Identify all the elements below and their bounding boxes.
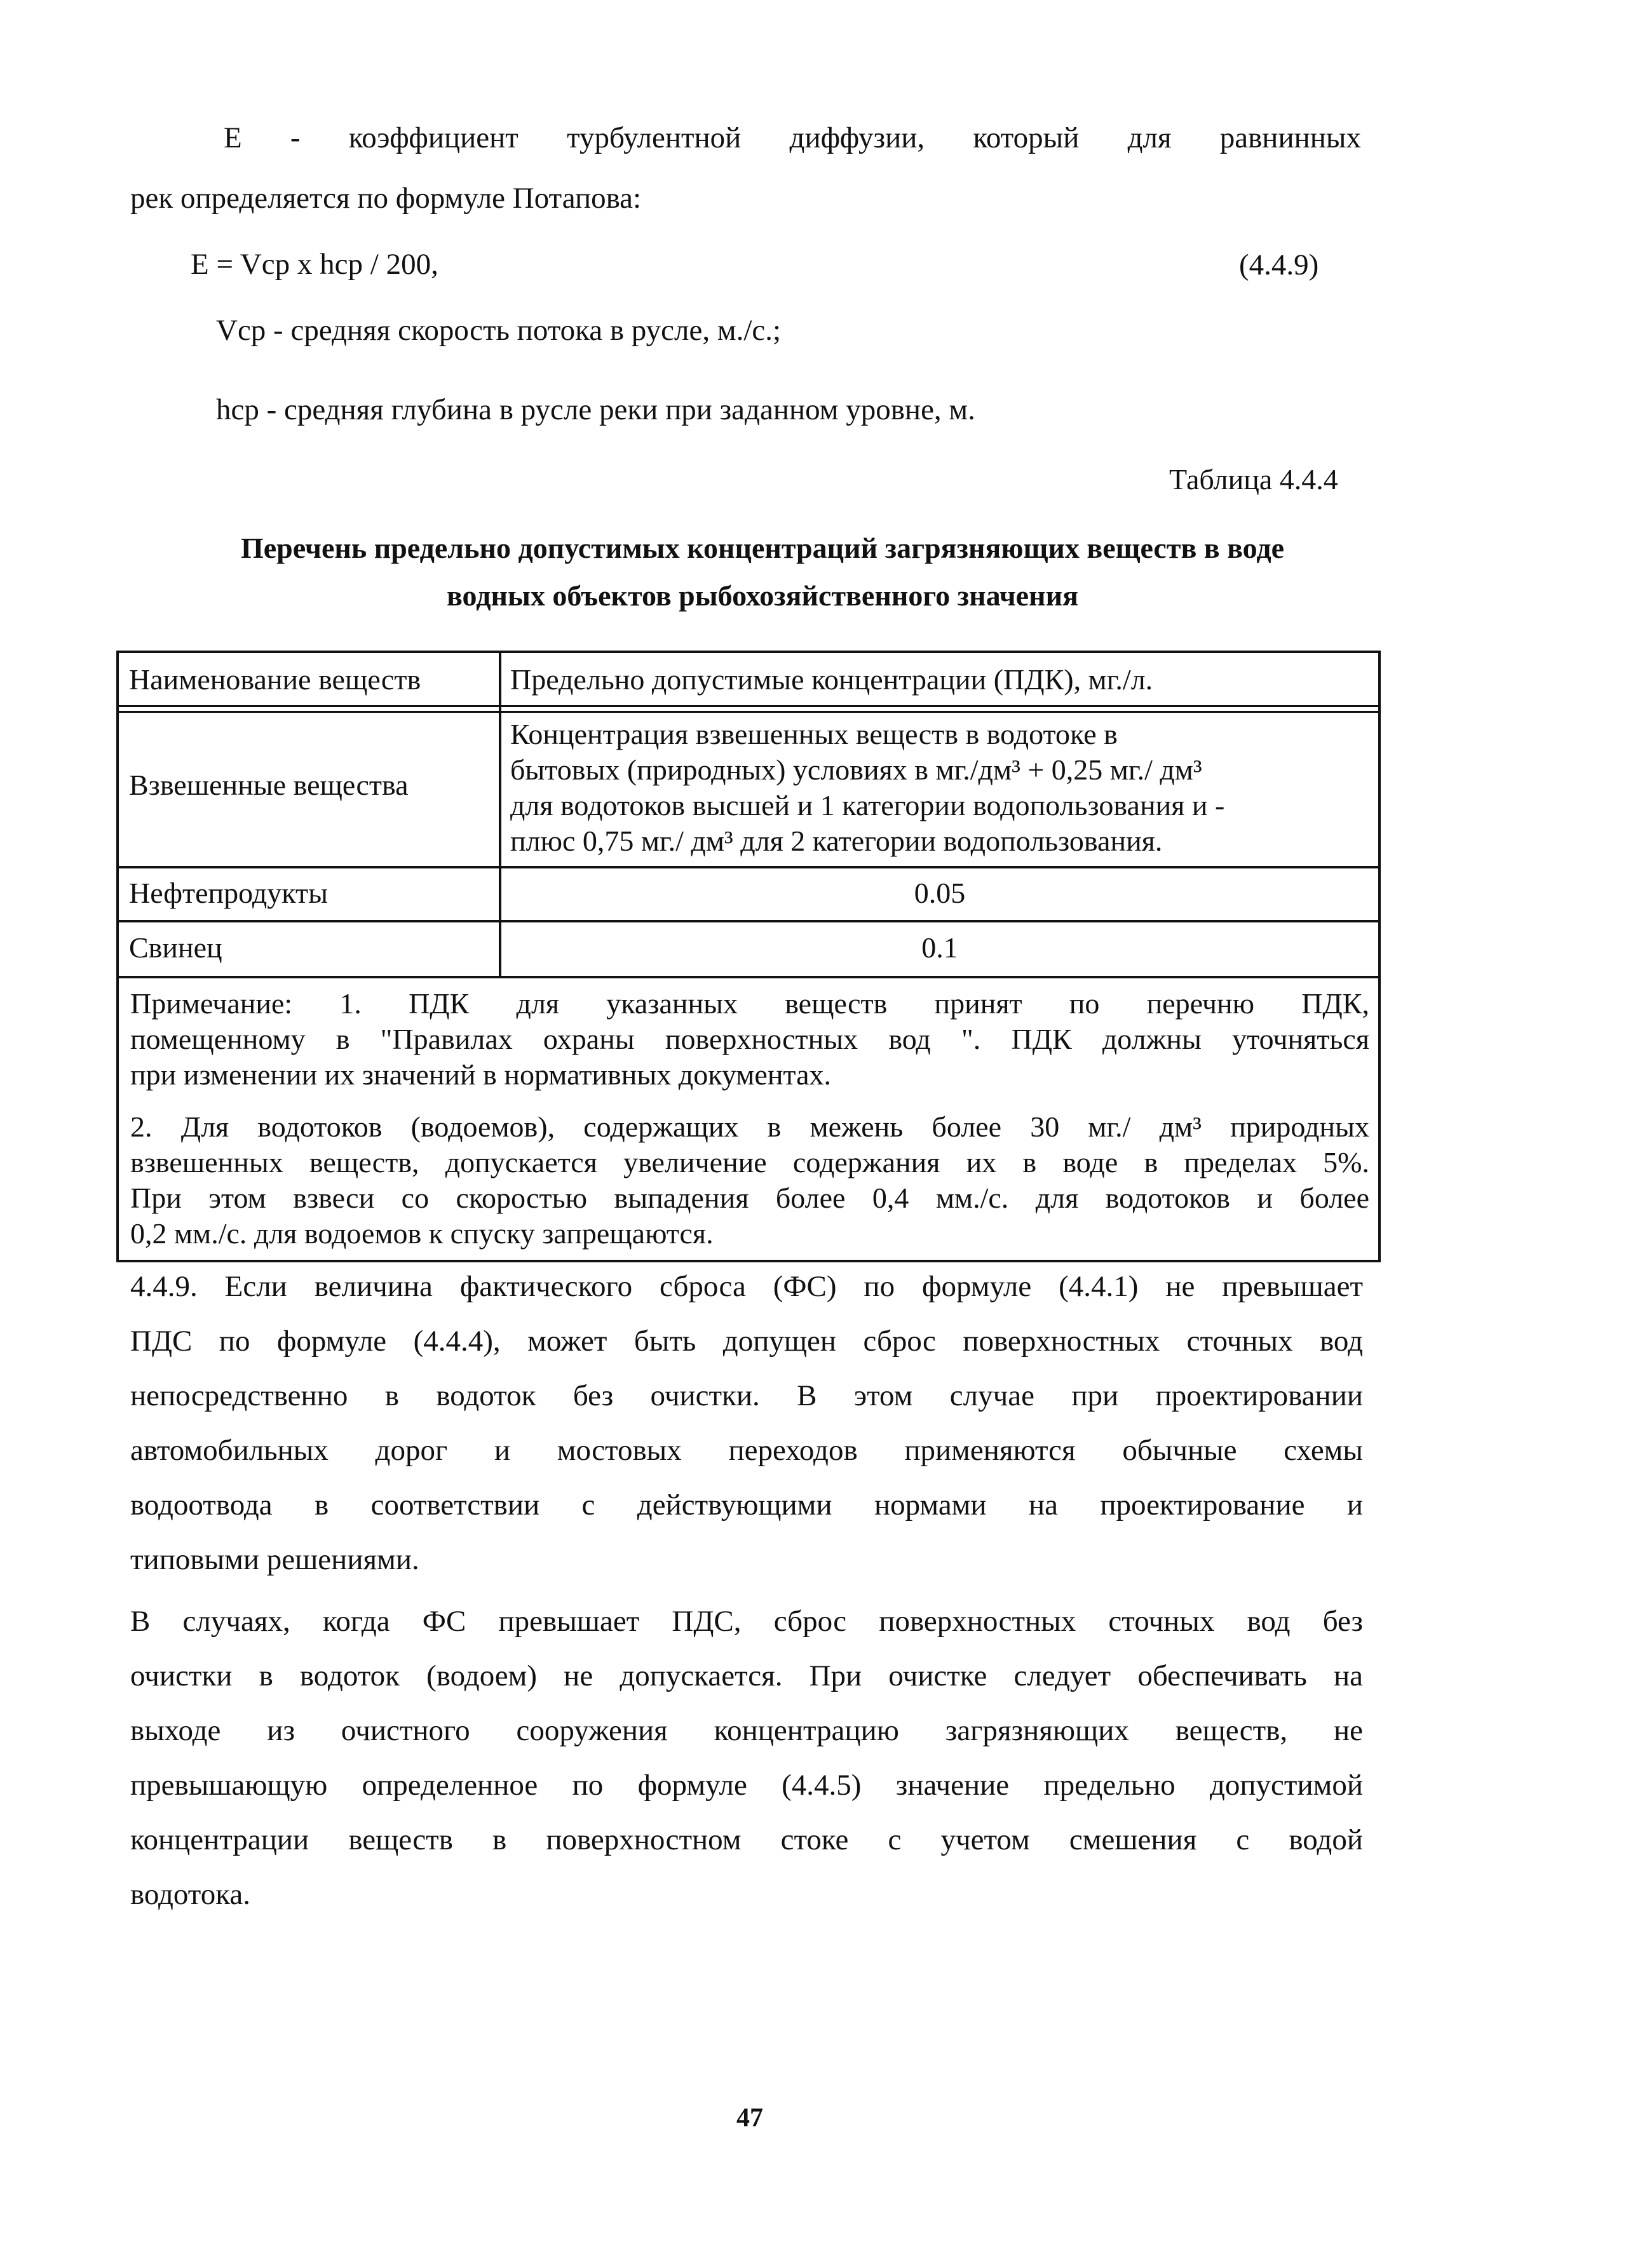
paragraph-line: водотока. (130, 1878, 250, 1911)
table-note-1 (130, 986, 1369, 1093)
formula-number: (4.4.9) (1239, 248, 1319, 281)
paragraph-line: В случаях, когда ФС превышает ПДС, сброс поверхностных сточных вод без (130, 1605, 1363, 1638)
formula: E = Vcp x hcp / 200, (191, 248, 438, 281)
pdk-table (116, 651, 1381, 1262)
paragraph-line: концентрации веществ в поверхностном стоке с учетом смешения с водой (130, 1823, 1363, 1856)
paragraph-line: ПДС по формуле (4.4.4), может быть допущен сброс поверхностных сточных вод (130, 1325, 1363, 1358)
note-line: При этом взвеси со скоростью выпадения более 0,4 мм./с. для водотоков и более (130, 1182, 1369, 1214)
note-line: 0,2 мм./с. для водоемов к спуску запрещаются. (130, 1217, 714, 1250)
paragraph-4-4-9 (130, 1259, 1363, 1587)
row-lead-value: 0.1 (921, 931, 958, 964)
paragraph-line: превышающую определенное по формуле (4.4.5) значение предельно допустимой (130, 1769, 1363, 1802)
paragraph-line: непосредственно в водоток без очистки. В этом случае при проектировании (130, 1379, 1363, 1412)
note-line: 2. Для водотоков (водоемов), содержащих в межень более 30 мг./ дм³ природных (130, 1110, 1369, 1143)
note-line: при изменении их значений в нормативных документах. (130, 1058, 832, 1091)
note-line: помещенному в "Правилах охраны поверхностных вод ". ПДК должны уточняться (130, 1023, 1369, 1055)
table-caption: Таблица 4.4.4 (1169, 463, 1338, 496)
table-note-2 (130, 1109, 1369, 1252)
paragraph-line: типовыми решениями. (130, 1543, 419, 1576)
table-heading-line-1: Перечень предельно допустимых концентраций загрязняющих веществ в воде (240, 532, 1285, 564)
suspended-value-line: плюс 0,75 мг./ дм³ для 2 категории водопользования. (510, 825, 1163, 857)
header-pdk: Предельно допустимые концентрации (ПДК), мг./л. (510, 663, 1153, 696)
note-line: Примечание: 1. ПДК для указанных веществ принят по перечню ПДК, (130, 987, 1369, 1020)
paragraph-line: 4.4.9. Если величина фактического сброса (ФС) по формуле (4.4.1) не превышает (130, 1270, 1363, 1303)
suspended-value-line: для водотоков высшей и 1 категории водопользования и - (510, 789, 1225, 821)
definition-depth: hcp - средняя глубина в русле реки при заданном уровне, м. (216, 393, 975, 426)
paragraph-line: очистки в водоток (водоем) не допускается. При очистке следует обеспечивать на (130, 1659, 1363, 1692)
note-line: взвешенных веществ, допускается увеличение содержания их в воде в пределах 5%. (130, 1146, 1369, 1178)
definition-velocity: Vcp - средняя скорость потока в русле, м./с.; (216, 314, 782, 347)
paragraph-line: автомобильных дорог и мостовых переходов применяются обычные схемы (130, 1434, 1363, 1467)
row-suspended-name: Взвешенные вещества (129, 769, 409, 801)
header-substance: Наименование веществ (129, 663, 421, 696)
row-oil-name: Нефтепродукты (129, 877, 328, 909)
table-heading (159, 524, 1366, 619)
row-lead-name: Свинец (129, 931, 222, 964)
row-suspended-value (510, 717, 1368, 859)
page-number: 47 (736, 2103, 763, 2133)
row-oil-value: 0.05 (914, 877, 966, 909)
paragraph-line: водоотвода в соответствии с действующими нормами на проектирование и (130, 1488, 1363, 1522)
suspended-value-line: Концентрация взвешенных веществ в водотоке в (510, 718, 1118, 750)
intro-line-2: рек определяется по формуле Потапова: (130, 182, 642, 215)
suspended-value-line: бытовых (природных) условиях в мг./дм³ + 0,25 мг./ дм³ (510, 753, 1202, 786)
intro-line-1: E - коэффициент турбулентной диффузии, который для равнинных (224, 121, 1361, 154)
paragraph-exceeds (130, 1594, 1363, 1922)
table-heading-line-2: водных объектов рыбохозяйственного значения (447, 579, 1078, 612)
paragraph-line: выходе из очистного сооружения концентрацию загрязняющих веществ, не (130, 1714, 1363, 1747)
